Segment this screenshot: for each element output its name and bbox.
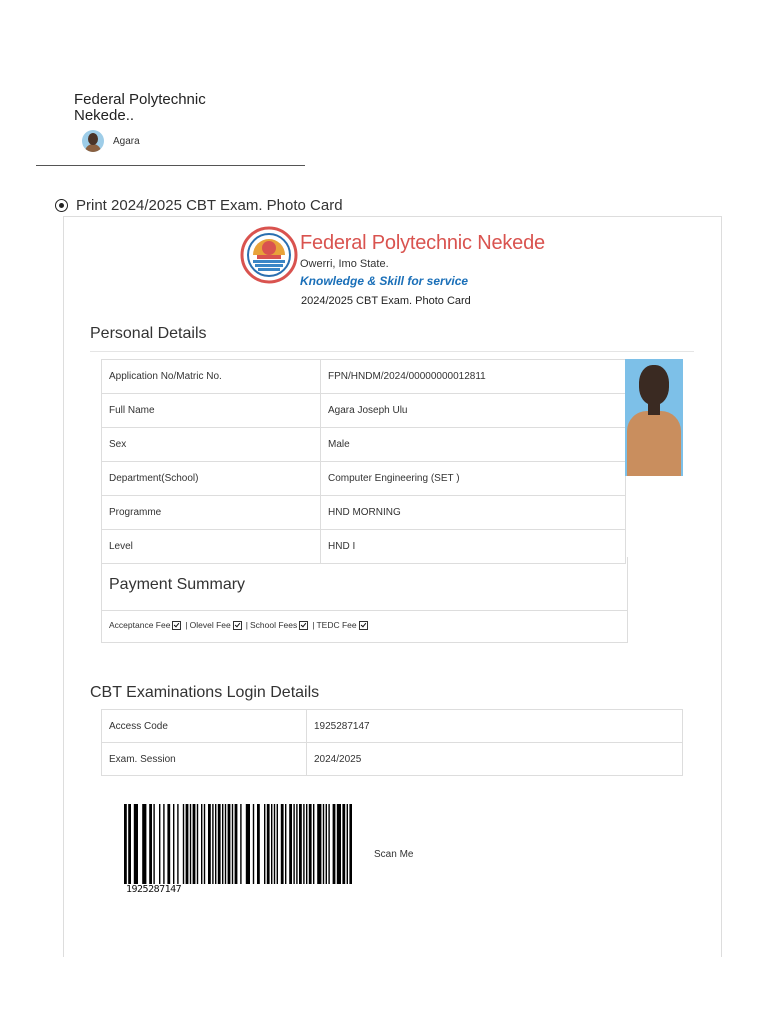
row-value: Male xyxy=(321,428,626,462)
barcode-bar xyxy=(232,804,233,884)
barcode-bar xyxy=(159,804,160,884)
barcode-bar xyxy=(299,804,302,884)
barcode-bar xyxy=(281,804,284,884)
row-value: HND MORNING xyxy=(321,496,626,530)
barcode-bar xyxy=(204,804,205,884)
table-row xyxy=(102,360,626,394)
payment-item: TEDC Fee xyxy=(316,620,357,630)
cbt-login-heading: CBT Examinations Login Details xyxy=(90,684,320,701)
avatar[interactable] xyxy=(82,130,104,152)
payment-item: Acceptance Fee xyxy=(109,620,171,630)
barcode-bar xyxy=(173,804,174,884)
barcode-bar xyxy=(323,804,324,884)
card-subtitle: 2024/2025 CBT Exam. Photo Card xyxy=(301,295,471,307)
payment-summary-heading: Payment Summary xyxy=(109,576,246,593)
barcode-bar xyxy=(246,804,250,884)
barcode-bar xyxy=(257,804,260,884)
checked-box-icon xyxy=(172,621,181,630)
row-label: Exam. Session xyxy=(102,743,307,776)
barcode-bar xyxy=(222,804,223,884)
barcode-bar xyxy=(289,804,292,884)
barcode-bar xyxy=(296,804,297,884)
barcode-bar xyxy=(274,804,275,884)
site-title[interactable]: Federal Polytechnic Nekede.. xyxy=(74,91,206,124)
user-name[interactable]: Agara xyxy=(113,135,140,147)
row-value: Computer Engineering (SET ) xyxy=(321,462,626,496)
row-label: Sex xyxy=(102,428,321,462)
barcode-bar xyxy=(303,804,304,884)
barcode-bar xyxy=(183,804,184,884)
barcode-bar xyxy=(337,804,341,884)
personal-details-table xyxy=(101,359,626,564)
table-row xyxy=(102,394,626,428)
row-value: FPN/HNDM/2024/00000000012811 xyxy=(321,360,626,394)
payment-item: Olevel Fee xyxy=(189,620,231,630)
barcode-bar xyxy=(271,804,272,884)
barcode-bar xyxy=(186,804,189,884)
barcode-bar xyxy=(313,804,314,884)
table-row xyxy=(102,710,683,743)
barcode-bar xyxy=(225,804,226,884)
checked-box-icon xyxy=(299,621,308,630)
table-row xyxy=(102,743,683,776)
scan-me-label: Scan Me xyxy=(374,849,414,860)
barcode xyxy=(124,804,352,884)
barcode-bar xyxy=(306,804,307,884)
barcode-bar xyxy=(228,804,231,884)
table-row xyxy=(102,428,626,462)
payment-separator: | xyxy=(245,620,248,630)
barcode-bar xyxy=(124,804,127,884)
payment-summary xyxy=(101,557,628,643)
barcode-bar xyxy=(218,804,221,884)
row-value: 2024/2025 xyxy=(307,743,683,776)
panel-title-text: Print 2024/2025 CBT Exam. Photo Card xyxy=(76,197,343,214)
barcode-bar xyxy=(349,804,352,884)
table-row xyxy=(102,462,626,496)
row-value: HND I xyxy=(321,530,626,564)
barcode-bar xyxy=(134,804,138,884)
barcode-bar xyxy=(149,804,152,884)
payment-items xyxy=(109,620,370,630)
barcode-bar xyxy=(128,804,131,884)
user-row[interactable] xyxy=(82,130,244,152)
institution-name: Federal Polytechnic Nekede xyxy=(300,232,545,254)
row-label: Full Name xyxy=(102,394,321,428)
student-photo xyxy=(625,359,683,476)
barcode-bar xyxy=(285,804,286,884)
barcode-bar xyxy=(208,804,211,884)
institution-address: Owerri, Imo State. xyxy=(300,258,389,270)
panel-title xyxy=(55,197,343,214)
header-divider xyxy=(36,165,305,166)
barcode-bar xyxy=(215,804,216,884)
barcode-bar xyxy=(163,804,164,884)
row-label: Department(School) xyxy=(102,462,321,496)
personal-details-heading: Personal Details xyxy=(90,325,207,342)
payment-item: School Fees xyxy=(249,620,298,630)
barcode-bar xyxy=(201,804,202,884)
row-label: Application No/Matric No. xyxy=(102,360,321,394)
site-header xyxy=(74,92,244,152)
row-label: Access Code xyxy=(102,710,307,743)
barcode-bar xyxy=(277,804,278,884)
row-label: Level xyxy=(102,530,321,564)
barcode-bar xyxy=(197,804,198,884)
barcode-bar xyxy=(193,804,196,884)
payment-separator: | xyxy=(185,620,188,630)
payment-divider xyxy=(102,610,627,611)
barcode-bar xyxy=(309,804,312,884)
barcode-bar xyxy=(167,804,170,884)
row-value: 1925287147 xyxy=(307,710,683,743)
barcode-bar xyxy=(253,804,254,884)
barcode-number: 1925287147 xyxy=(126,884,182,895)
barcode-bar xyxy=(153,804,154,884)
row-value: Agara Joseph Ulu xyxy=(321,394,626,428)
barcode-bar xyxy=(240,804,241,884)
barcode-bar xyxy=(326,804,327,884)
section-divider xyxy=(90,351,694,352)
cbt-login-table xyxy=(101,709,683,776)
barcode-bar xyxy=(328,804,329,884)
barcode-bar xyxy=(317,804,321,884)
barcode-bar xyxy=(342,804,345,884)
barcode-bar xyxy=(267,804,270,884)
polytechnic-logo-icon xyxy=(240,226,298,284)
barcode-bar xyxy=(347,804,348,884)
table-row xyxy=(102,496,626,530)
checked-box-icon xyxy=(233,621,242,630)
barcode-bar xyxy=(235,804,238,884)
barcode-bar xyxy=(293,804,294,884)
barcode-bar xyxy=(264,804,265,884)
barcode-bar xyxy=(190,804,191,884)
payment-separator: | xyxy=(312,620,315,630)
circle-dot-icon xyxy=(55,199,68,212)
checked-box-icon xyxy=(359,621,368,630)
barcode-bar xyxy=(333,804,336,884)
row-label: Programme xyxy=(102,496,321,530)
barcode-bar xyxy=(177,804,178,884)
institution-motto: Knowledge & Skill for service xyxy=(300,274,469,288)
barcode-bar xyxy=(212,804,213,884)
barcode-bar xyxy=(142,804,146,884)
